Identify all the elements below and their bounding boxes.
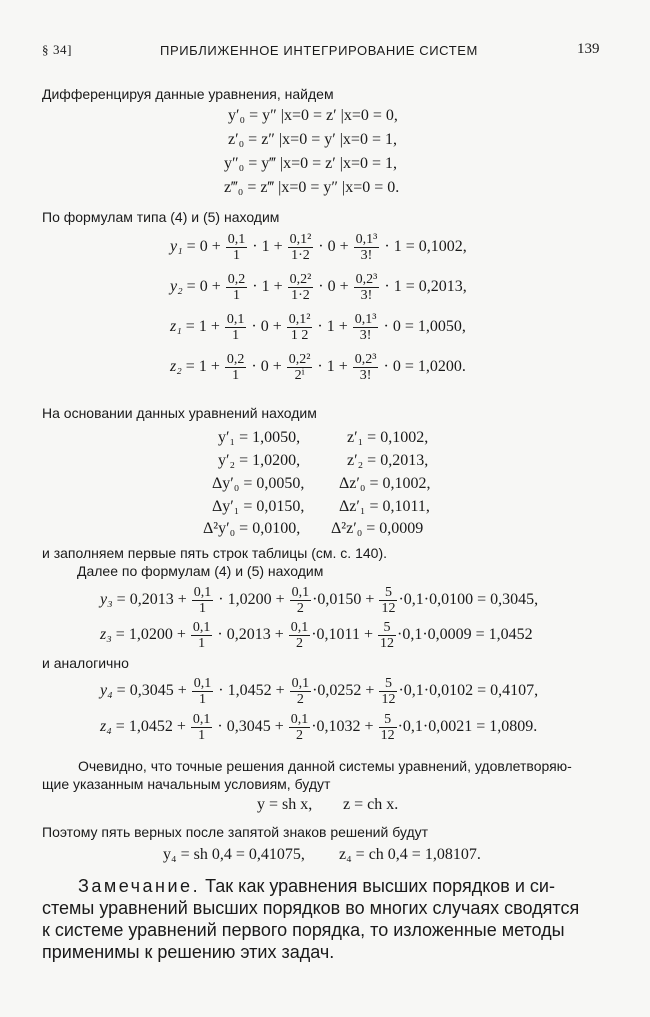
- taylor-eq-z2: z₂ = 1 + $\frac{0,2}{1}$ · 0 + $\frac{\text{0,2²}}{\text{2ⁱ}}$ · 1 + $\frac{\text{0,2³}}{3!}$ · 0 = 1,0200.: [170, 352, 466, 383]
- remark-line-4: применимы к решению этих задач.: [42, 942, 335, 962]
- formulas-line: По формулам типа (4) и (5) находим: [42, 209, 280, 225]
- remark-line-2: стемы уравнений высших порядков во многих случаях сводятся: [42, 898, 580, 918]
- adams-eq-z3: z₃ = 1,0200 + $\frac{0,1}{1}$ · 0,2013 + $\frac{0,1}{2}$ ·0,1011 + $\frac{5}{12}$ ·0,1·0,0009 = 1,0452: [100, 620, 533, 651]
- table-left-5: Δ²y′₀ = 0,0100,: [203, 520, 301, 537]
- exact-para-1: Очевидно, что точные решения данной системы уравнений, удовлетворяю-: [78, 758, 572, 774]
- exact-solution-y: y = sh x,: [257, 796, 313, 813]
- derivative-eq-2: z′₀ = z″ |x=0 = y′ |x=0 = 1,: [228, 131, 397, 148]
- adams-eq-z4: z₄ = 1,0452 + $\frac{0,1}{1}$ · 0,3045 + $\frac{0,1}{2}$ ·0,1032 + $\frac{5}{12}$ ·0,1·0,0021 = 1,0809.: [100, 712, 538, 743]
- final-value-z: z₄ = ch 0,4 = 1,08107.: [339, 846, 481, 863]
- table-right-5: Δ²z′₀ = 0,0009: [331, 520, 424, 537]
- table-left-2: y′₂ = 1,0200,: [218, 452, 301, 469]
- final-value-y: y₄ = sh 0,4 = 0,41075,: [163, 846, 305, 863]
- taylor-eq-y2: y₂ = 0 + $\frac{0,2}{1}$ · 1 + $\frac{\text{0,2²}}{1\cdot 2}$ · 0 + $\frac{\text{0,2³}}{3!}$ · 1 = 0,2013,: [170, 272, 467, 303]
- digits-line: Поэтому пять верных после запятой знаков решений будут: [42, 824, 429, 840]
- fill-line: и заполняем первые пять строк таблицы (см. с. 140).: [42, 545, 387, 561]
- derivative-eq-1: y′₀ = y″ |x=0 = z′ |x=0 = 0,: [228, 107, 398, 124]
- intro-line: Дифференцируя данные уравнения, найдем: [42, 86, 334, 102]
- table-right-2: z′₂ = 0,2013,: [347, 452, 429, 469]
- table-right-4: Δz′₁ = 0,1011,: [339, 498, 430, 515]
- remark-line-3: к системе уравнений первого порядка, то изложенные методы: [42, 920, 565, 940]
- table-right-1: z′₁ = 0,1002,: [347, 429, 429, 446]
- running-title: ПРИБЛИЖЕННОЕ ИНТЕГРИРОВАНИЕ СИСТЕМ: [160, 43, 478, 58]
- remark-line-1: [78, 875, 555, 897]
- table-left-3: Δy′₀ = 0,0050,: [212, 475, 305, 492]
- section-marker: § 34]: [42, 42, 73, 57]
- basis-line: На основании данных уравнений находим: [42, 405, 317, 421]
- similarly-line: и аналогично: [42, 655, 129, 671]
- remark-text-1: Так как уравнения высших порядков и си-: [205, 876, 555, 896]
- further-line: Далее по формулам (4) и (5) находим: [77, 563, 324, 579]
- derivative-eq-3: y″₀ = y‴ |x=0 = z′ |x=0 = 1,: [224, 155, 398, 172]
- taylor-eq-z1: z₁ = 1 + $\frac{0,1}{1}$ · 0 + $\frac{\text{0,1²}}{1 2}$ · 1 + $\frac{\text{0,1³}}{3!}$ · 0 = 1,0050,: [170, 312, 466, 343]
- exact-solution-z: z = ch x.: [343, 796, 399, 813]
- exact-para-2: щие указанным начальным условиям, будут: [42, 776, 331, 792]
- remark-label: Замечание.: [78, 876, 201, 896]
- page-number: 139: [577, 41, 600, 57]
- table-right-3: Δz′₀ = 0,1002,: [339, 475, 431, 492]
- taylor-eq-y1: y₁ = 0 + $\frac{0,1}{1}$ · 1 + $\frac{\text{0,1²}}{1\cdot 2}$ · 0 + $\frac{\text{0,1³}}{3!}$ · 1 = 0,1002,: [170, 232, 467, 263]
- table-left-1: y′₁ = 1,0050,: [218, 429, 301, 446]
- derivative-eq-4: z‴₀ = z‴ |x=0 = y″ |x=0 = 0.: [224, 179, 400, 196]
- adams-eq-y3: y₃ = 0,2013 + $\frac{0,1}{1}$ · 1,0200 + $\frac{0,1}{2}$ ·0,0150 + $\frac{5}{12}$ ·0,1·0,0100 = 0,3045,: [100, 585, 539, 616]
- table-left-4: Δy′₁ = 0,0150,: [212, 498, 305, 515]
- adams-eq-y4: y₄ = 0,3045 + $\frac{0,1}{1}$ · 1,0452 + $\frac{0,1}{2}$ ·0,0252 + $\frac{5}{12}$ ·0,1·0,0102 = 0,4107,: [100, 676, 539, 707]
